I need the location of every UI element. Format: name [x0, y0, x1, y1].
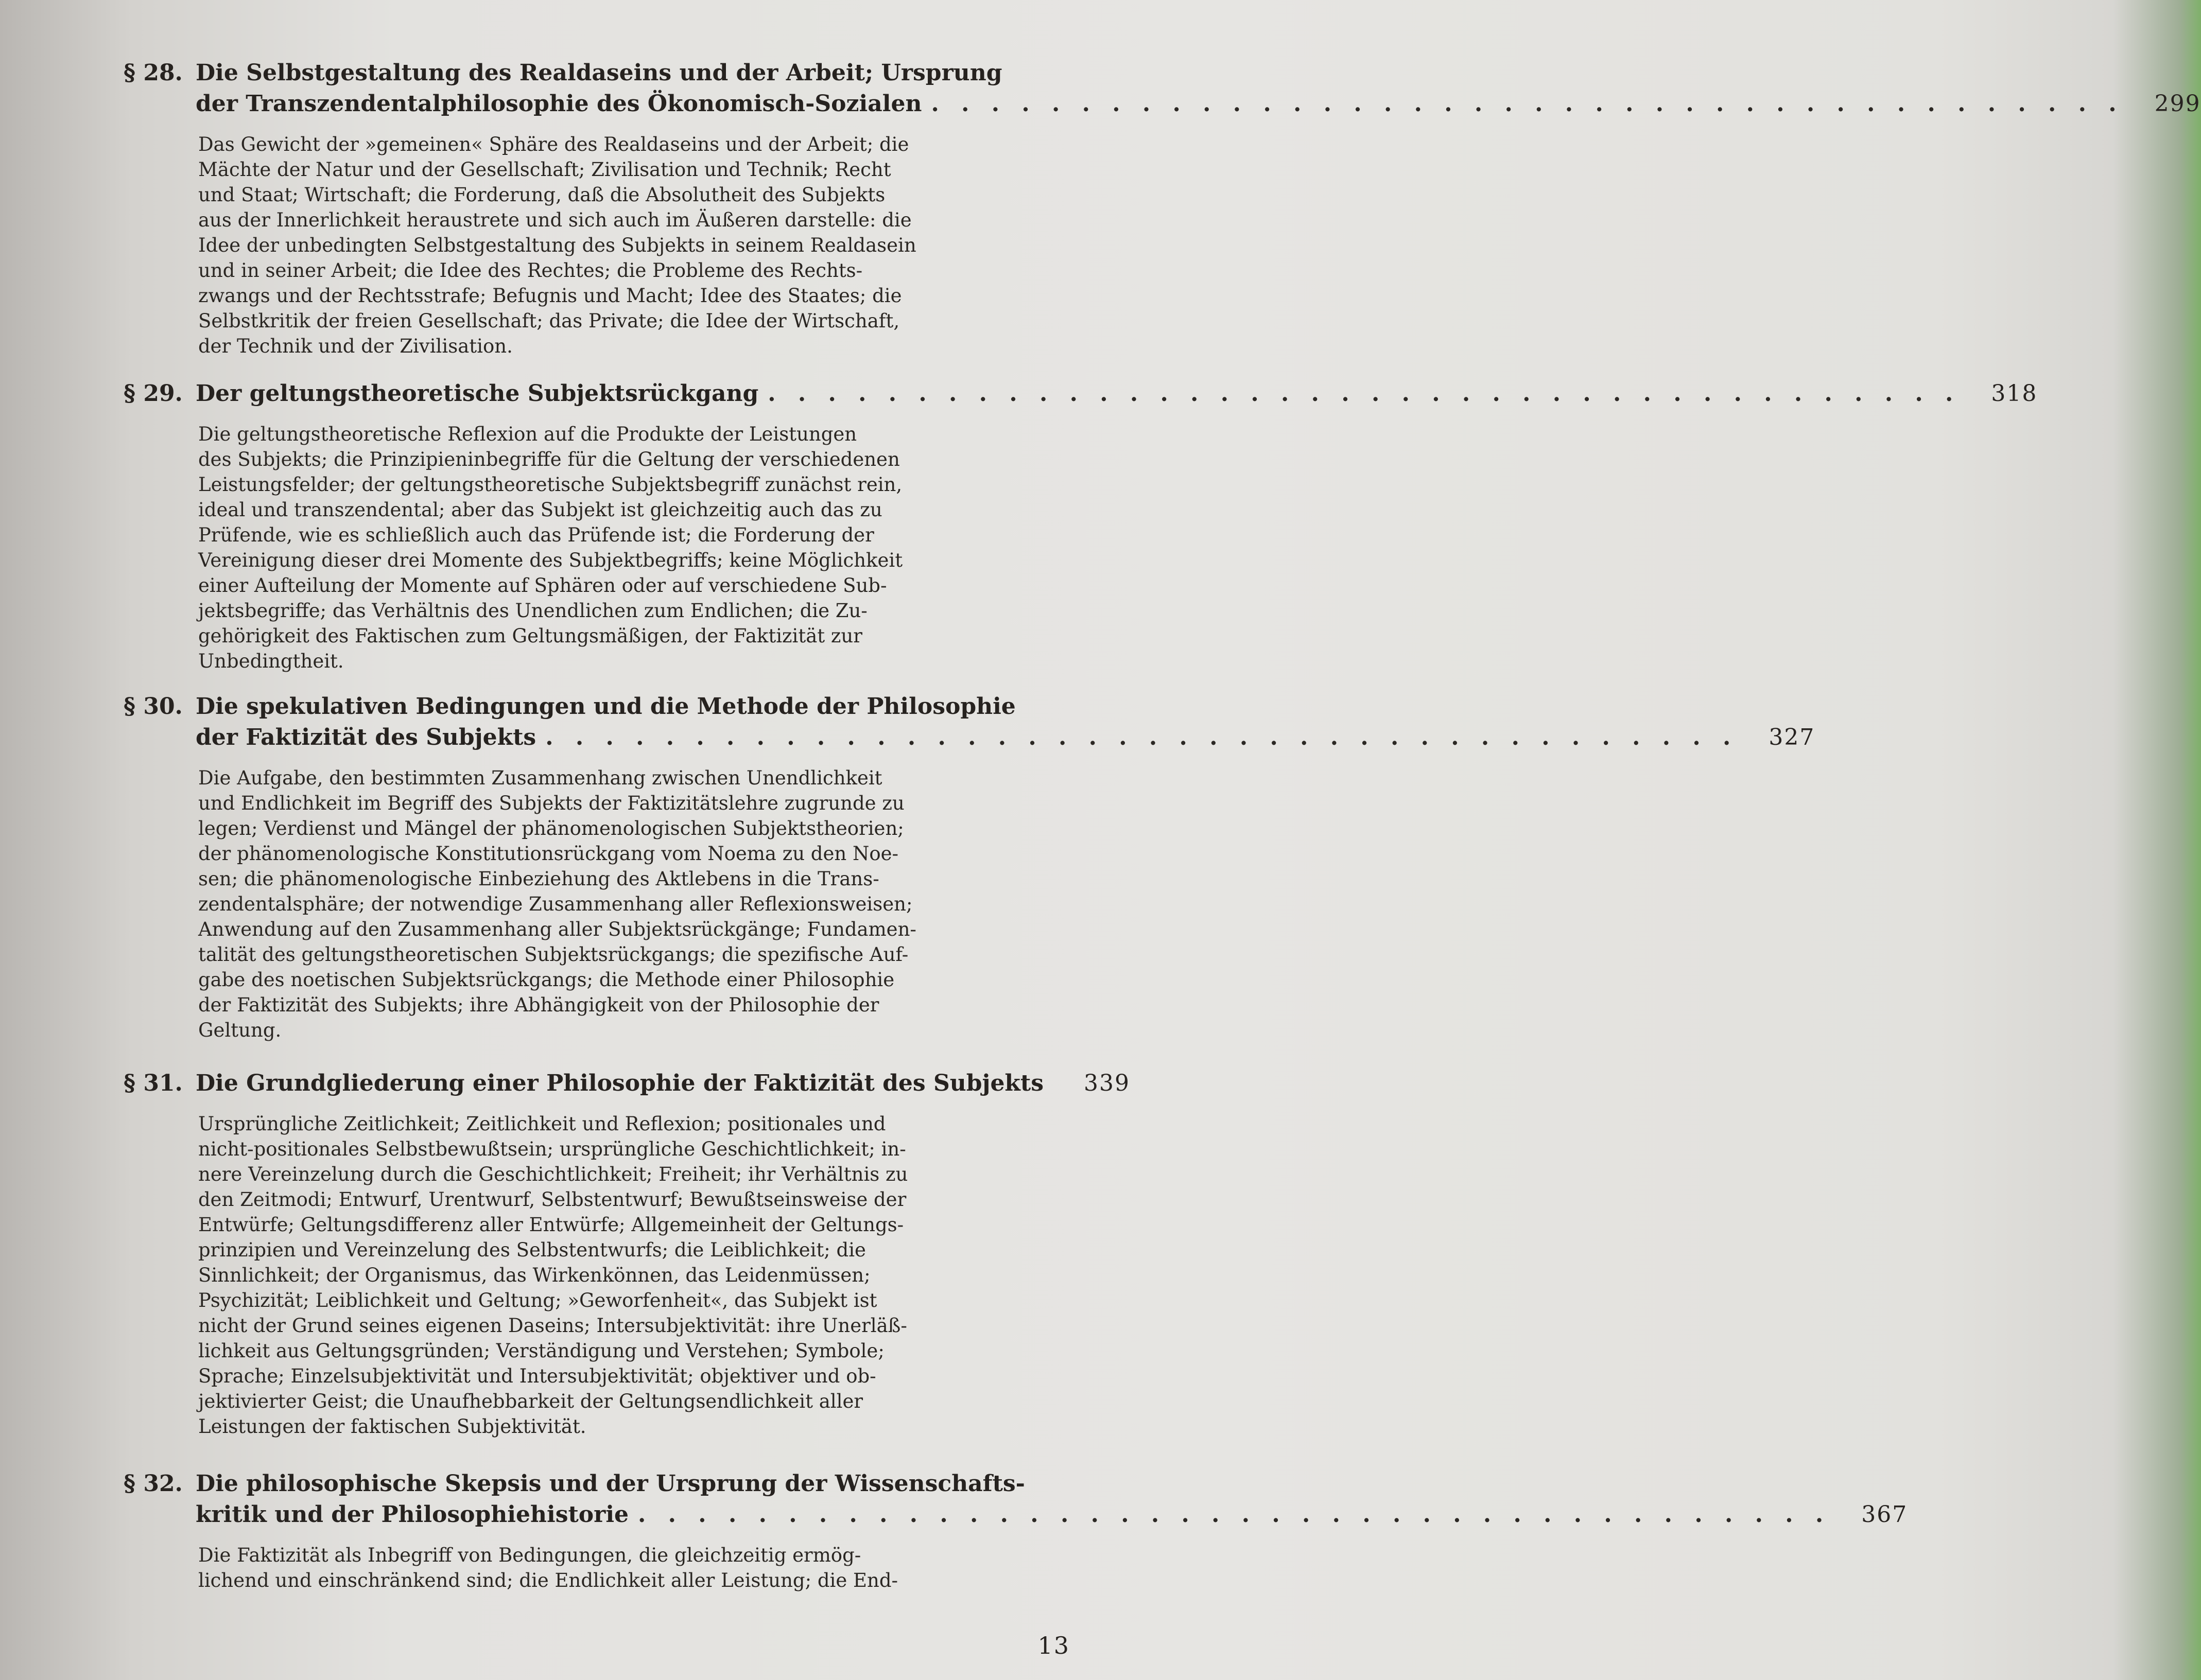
title-line: der Transzendentalphilosophie des Ökonomisch-Sozialen	[196, 91, 922, 117]
title-line: Die spekulativen Bedingungen und die Methode der Philosophie	[196, 693, 1016, 720]
title-line: der Faktizität des Subjekts	[196, 724, 536, 750]
entry-heading	[124, 378, 2038, 409]
section-summary: Das Gewicht der »gemeinen« Sphäre des Realdaseins und der Arbeit; die Mächte der Natur und der Gesellschaft; Zivilisation und Technik; Recht und Staat; Wirtschaft; die Forderung, daß die Absolutheit des Subjekts aus der Innerlichkeit heraustrete und sich auch im Äußeren darstelle: die Idee der unbedingten Selbstgestaltung des Subjekts in seinem Realdasein und in seiner Arbeit; die Idee des Rechtes; die Probleme des Rechts- zwangs und der Rechtsstrafe; Befugnis und Macht; Idee des Staates; die Selbstkritik der freien Gesellschaft; das Private; die Idee der Wirtschaft, der Technik und der Zivilisation.	[198, 133, 916, 357]
section-title	[196, 1068, 1053, 1099]
page-reference: 299	[2154, 91, 2201, 117]
entry-heading	[124, 58, 2201, 119]
page-reference: 318	[1991, 380, 2038, 407]
section-title	[196, 378, 1960, 409]
title-line: Der geltungstheoretische Subjektsrückgang	[196, 380, 759, 407]
section-number: § 31.	[124, 1070, 183, 1096]
leader-dots: . . . . . . . . . . . . . . . . . . . . . . . . . . . . . . . . . . . . . . . .	[768, 380, 1961, 407]
section-number: § 32.	[124, 1471, 183, 1497]
section-summary: Ursprüngliche Zeitlichkeit; Zeitlichkeit und Reflexion; positionales und nicht-positionales Selbstbewußtsein; ursprüngliche Geschichtlichkeit; in- nere Vereinzelung durch die Geschichtlichkeit; Freiheit; ihr Verhältnis zu den Zeitmodi; Entwurf, Urentwurf, Selbstentwurf; Bewußtseinsweise der Entwürfe; Geltungsdifferenz aller Entwürfe; Allgemeinheit der Geltungs- prinzipien und Vereinzelung des Selbstentwurfs; die Leiblichkeit; die Sinnlichkeit; der Organismus, das Wirkenkönnen, das Leidenmüssen; Psychizität; Leiblichkeit und Geltung; »Geworfenheit«, das Subjekt ist nicht der Grund seines eigenen Daseins; Intersubjektivität: ihre Unerläß- lichkeit aus Geltungsgründen; Verständigung und Verstehen; Symbole; Sprache; Einzelsubjektivität und Intersubjektivität; objektiver und ob- jektivierter Geist; die Unaufhebbarkeit der Geltungsendlichkeit aller Leistungen der faktischen Subjektivität.	[198, 1113, 908, 1438]
section-title	[196, 1468, 1830, 1530]
leader-dots: . . . . . . . . . . . . . . . . . . . . . . . . . . . . . . . . . . . . . . . .	[545, 724, 1738, 750]
section-summary: Die Aufgabe, den bestimmten Zusammenhang zwischen Unendlichkeit und Endlichkeit im Begriff des Subjekts der Faktizitätslehre zugrunde zu legen; Verdienst und Mängel der phänomenologischen Subjektstheorien; der phänomenologische Konstitutionsrückgang vom Noema zu den Noe- sen; die phänomenologische Einbeziehung des Aktlebens in die Trans- zendentalsphäre; der notwendige Zusammenhang aller Reflexionsweisen; Anwendung auf den Zusammenhang aller Subjektsrückgänge; Fundamen- talität des geltungstheoretischen Subjektsrückgangs; die spezifische Auf- gabe des noetischen Subjektsrückgangs; die Methode einer Philosophie der Faktizität des Subjekts; ihre Abhängigkeit von der Philosophie der Geltung.	[198, 767, 916, 1041]
page-reference: 327	[1769, 724, 1815, 750]
section-number: § 29.	[124, 380, 183, 407]
section-number: § 28.	[124, 60, 183, 86]
section-summary: Die geltungstheoretische Reflexion auf die Produkte der Leistungen des Subjekts; die Prinzipieninbegriffe für die Geltung der verschiedenen Leistungsfelder; der geltungstheoretische Subjektsbegriff zunächst rein, ideal und transzendental; aber das Subjekt ist gleichzeitig auch das zu Prüfende, wie es schließlich auch das Prüfende ist; die Forderung der Vereinigung dieser drei Momente des Subjektbegriffs; keine Möglichkeit einer Aufteilung der Momente auf Sphären oder auf verschiedene Sub- jektsbegriffe; das Verhältnis des Unendlichen zum Endlichen; die Zu- gehörigkeit des Faktischen zum Geltungsmäßigen, der Faktizität zur Unbedingtheit.	[198, 423, 903, 672]
leader-dots: . . . . . . . . . . . . . . . . . . . . . . . . . . . . . . . . . . . . . . . .	[931, 91, 2124, 117]
toc-entry-28	[124, 58, 2201, 359]
entry-heading	[124, 1468, 1908, 1530]
title-line: Die Grundgliederung einer Philosophie der Faktizität des Subjekts	[196, 1070, 1044, 1096]
toc-entry-32	[124, 1468, 1908, 1593]
title-line: Die Selbstgestaltung des Realdaseins und der Arbeit; Ursprung	[196, 60, 1002, 86]
toc-entry-31	[124, 1068, 1131, 1439]
section-summary: Die Faktizität als Inbegriff von Bedingungen, die gleichzeitig ermög- lichend und einschränkend sind; die Endlichkeit aller Leistung; die End-	[198, 1544, 898, 1591]
page-number: 13	[1037, 1632, 1070, 1659]
title-line: Die philosophische Skepsis und der Ursprung der Wissenschafts-	[196, 1471, 1025, 1497]
title-line: kritik und der Philosophiehistorie	[196, 1501, 629, 1528]
section-number: § 30.	[124, 693, 183, 720]
section-title	[196, 58, 2124, 119]
toc-entry-30	[124, 691, 1815, 1043]
leader-dots: . . . . . . . . . . . . . . . . . . . . . . . . . . . . . . . . . . . . . . . .	[638, 1501, 1831, 1528]
toc-entry-29	[124, 378, 2038, 674]
page-reference: 367	[1861, 1501, 1908, 1528]
entry-heading	[124, 691, 1815, 753]
page-reference: 339	[1084, 1070, 1131, 1096]
entry-heading	[124, 1068, 1131, 1099]
section-title	[196, 691, 1738, 753]
